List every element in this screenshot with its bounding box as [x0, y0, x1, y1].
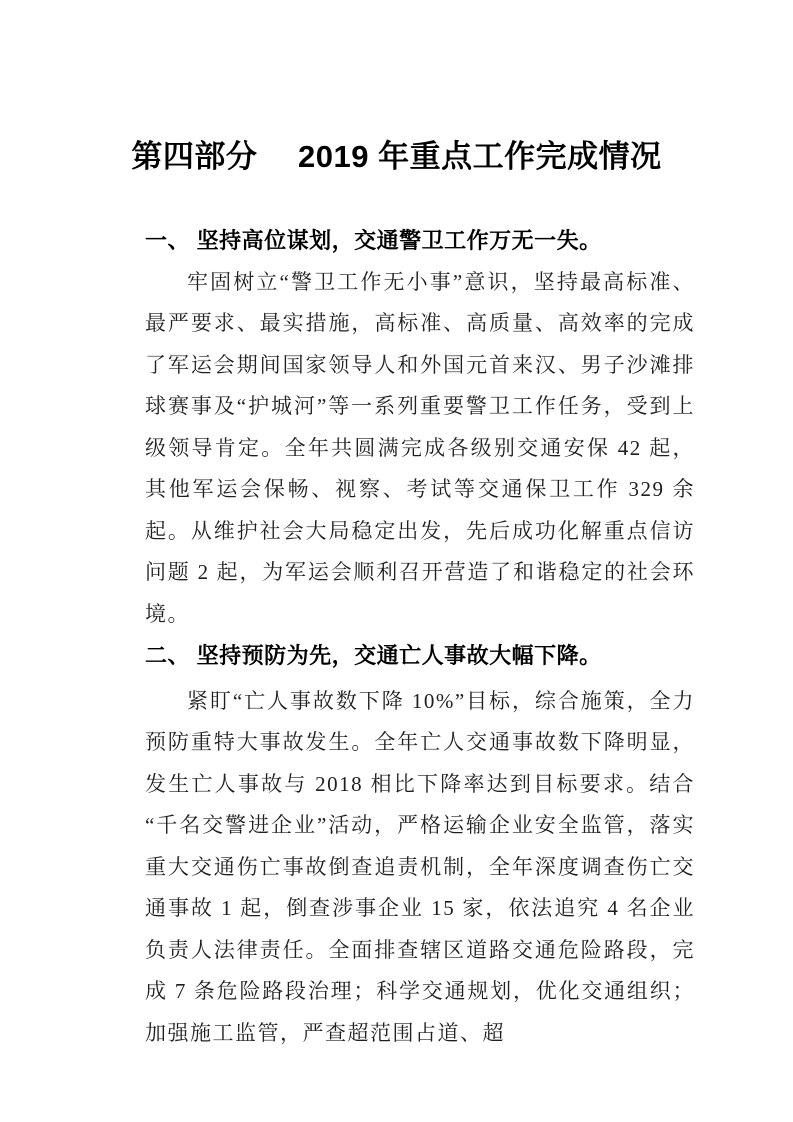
section-1-paragraph: 牢固树立“警卫工作无小事”意识，坚持最高标准、最严要求、最实措施，高标准、高质量、高效率的完成了军运会期间国家领导人和外国元首来汉、男子沙滩排球赛事及“护城河”等一系列重要警卫工作任务，受到上级领导肯定。全年共圆满完成各级别交通安保 42 起，其他军运会保畅、视察、考试等交通保卫工作 329 余起。从维护社会大局稳定出发，先后成功化解重点信访问题 2 起，为军运会顺利召开营造了和谐稳定的社会环境。	[145, 269, 695, 626]
section-1-heading: 一、 坚持高位谋划，交通警卫工作万无一失。	[145, 228, 602, 253]
section-2-paragraph: 紧盯“亡人事故数下降 10%”目标，综合施策，全力预防重特大事故发生。全年亡人交通事故数下降明显，发生亡人事故与 2018 相比下降率达到目标要求。结合“千名交警进企业”活动，严格运输企业安全监管，落实重大交通伤亡事故倒查追责机制，全年深度调查伤亡交通事故 1 起，倒查涉事企业 15 家，依法追究 4 名企业负责人法律责任。全面排查辖区道路交通危险路段，完成 7 条危险路段治理；科学交通规划，优化交通组织；加强施工监管，严查超范围占道、超	[145, 688, 695, 1045]
document-title: 第四部分 2019 年重点工作完成情况	[131, 139, 662, 174]
document-body	[145, 220, 695, 1054]
section-2-heading: 二、 坚持预防为先，交通亡人事故大幅下降。	[145, 643, 602, 668]
